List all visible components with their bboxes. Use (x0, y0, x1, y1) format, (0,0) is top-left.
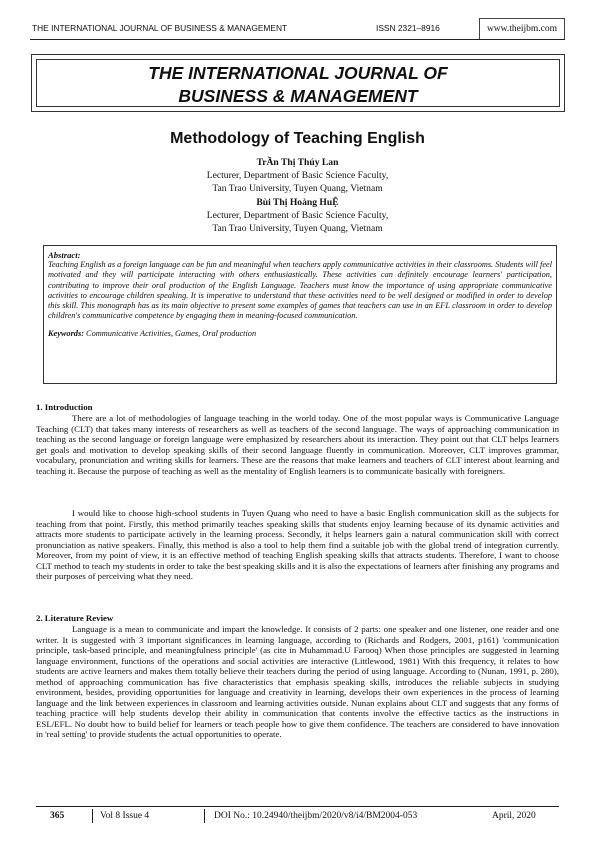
journal-title-line-2: BUSINESS & MANAGEMENT (178, 86, 418, 106)
journal-title-line-1: THE INTERNATIONAL JOURNAL OF (148, 63, 448, 83)
header-journal-name: THE INTERNATIONAL JOURNAL OF BUSINESS & MANAGEMENT (32, 23, 288, 33)
author-name: TrẦn Thị Thúy Lan (256, 157, 339, 168)
paper-title: Methodology of Teaching English (170, 130, 425, 147)
abstract-heading: Abstract: (48, 250, 81, 260)
introduction-paragraph-2: I would like to choose high-school students in Tuyen Quang who need to have a basic English communication skill as the subjects for teaching from that point. Firstly, this method primarily teaches speaking skills that students enjoy learning because of its dynamic activities and attracts more students to participate actively in the learning process. Secondly, it helps learners gain a natural communication skill with correct pronunciation as native speakers. Finally, this method is also a tool to help them find a suitable job with the global trend of integration currently. Moreover, from my point of view, it is an effective method of teaching English speaking skills that attracts students. Therefore, I want to choose CLT method to teach my students in order to take the best speaking skills and it is also the expectations of learners after finishing any programs and their purposes of perceiving what they need. (36, 508, 559, 582)
journal-title-box (31, 54, 565, 112)
footer-divider (92, 809, 93, 823)
author-name: Bùi Thị Hoàng HuỆ (256, 196, 339, 208)
publication-date: April, 2020 (492, 811, 536, 821)
author-block (0, 156, 595, 235)
section-heading-literature-review: 2. Literature Review (36, 613, 114, 623)
header-rule (30, 39, 565, 40)
author-affiliation: Tan Trao University, Tuyen Quang, Vietnam (212, 183, 383, 195)
page-number: 365 (50, 811, 65, 821)
author-role: Lecturer, Department of Basic Science Faculty, (206, 170, 389, 182)
volume-issue: Vol 8 Issue 4 (100, 811, 150, 821)
header-issn: ISSN 2321–8916 (376, 23, 440, 33)
literature-review-paragraph-1: Language is a mean to communicate and impart the knowledge. It consists of 2 parts: one speaker and one listener, one reader and one writer. It is suggested with 3 important significances in learning language, according to (Richards and Rodgers, 2001, p161) 'communication principle, task-based principle, and meaningfulness principle' (as cite in Muhammad.U Farooq) When those principles are suggested in learning language environment, functions of the operations and social activities are interactive (Littlewood, 1981) With this frequency, it relates to how students are active learners and makes them totally believe their teachers during the period of using language. According to (Nunan, 1991, p. 280), method of approaching communication has five characteristics that emphasis speaking skills, introduces the reliable subjects in studying environment, besides, providing opportunities for language and creativity in learning, develops their own experiences in the process of learning language and the link between experiences in classroom and learning activities outside. Nunan explains about CLT and suggests that any forms of teaching practice will help students develop their ability in communication that contents involve the effective tactics as the instructions in ESL/EFL. No doubt how to build belief for learners or teach people how to give them confidence. The teachers are considered to have innovation in 'real setting' to provide students the actual opportunities to operate. (36, 624, 559, 740)
doi-number[interactable]: DOI No.: 10.24940/theijbm/2020/v8/i4/BM2004-053 (214, 811, 418, 821)
author-role: Lecturer, Department of Basic Science Faculty, (206, 209, 389, 221)
footer-divider (204, 809, 205, 823)
abstract-text: Teaching English as a foreign language can be fun and meaningful when teachers apply communicative activities in their classrooms. Students will feel motivated and they will participate interacting with others enthusiastically. These activities can definitely encourage learners' participation, contributing to improve their oral production of the English Language. Teachers must know the importance of using appropriate communicative activities to encourage children speaking. It is imperative to understand that these activities need to be well designed or modified in order to develop this skill. This monograph has as its main objective to present some examples of games that teachers can use in an EFL classroom in order to develop children's communicative competence by engaging them in meaning-focused communication. (48, 260, 552, 321)
keywords-label: Keywords: (48, 328, 84, 338)
journal-title (36, 59, 560, 107)
author-affiliation: Tan Trao University, Tuyen Quang, Vietnam (212, 223, 383, 235)
keywords-line (48, 329, 552, 339)
header-website-link[interactable]: www.theijbm.com (479, 18, 565, 40)
section-heading-introduction: 1. Introduction (36, 402, 93, 412)
page-footer (36, 806, 559, 823)
introduction-paragraph-1: There are a lot of methodologies of language teaching in the world today. One of the most popular ways is Communicative Language Teaching (CLT) that takes many interests of researchers as well as teachers of the second language. The ways of approaching communication in teaching as the second language or foreign language were emphasized by researchers about its interaction. They point out that CLT helps learners get goals and motivation to develop speaking skills of their second language fluently in communication. Moreover, CLT improves grammar, vocabulary, pronunciation and writing skills for learners. These are the reasons that make learners and teachers of CLT interest about learning and teaching it. Because the purpose of teaching as well as the mentality of English learners is to communicate basically with foreigners. (36, 413, 559, 476)
keywords-text: Communicative Activities, Games, Oral production (86, 328, 257, 338)
abstract-box (43, 245, 557, 384)
running-header (30, 18, 565, 44)
